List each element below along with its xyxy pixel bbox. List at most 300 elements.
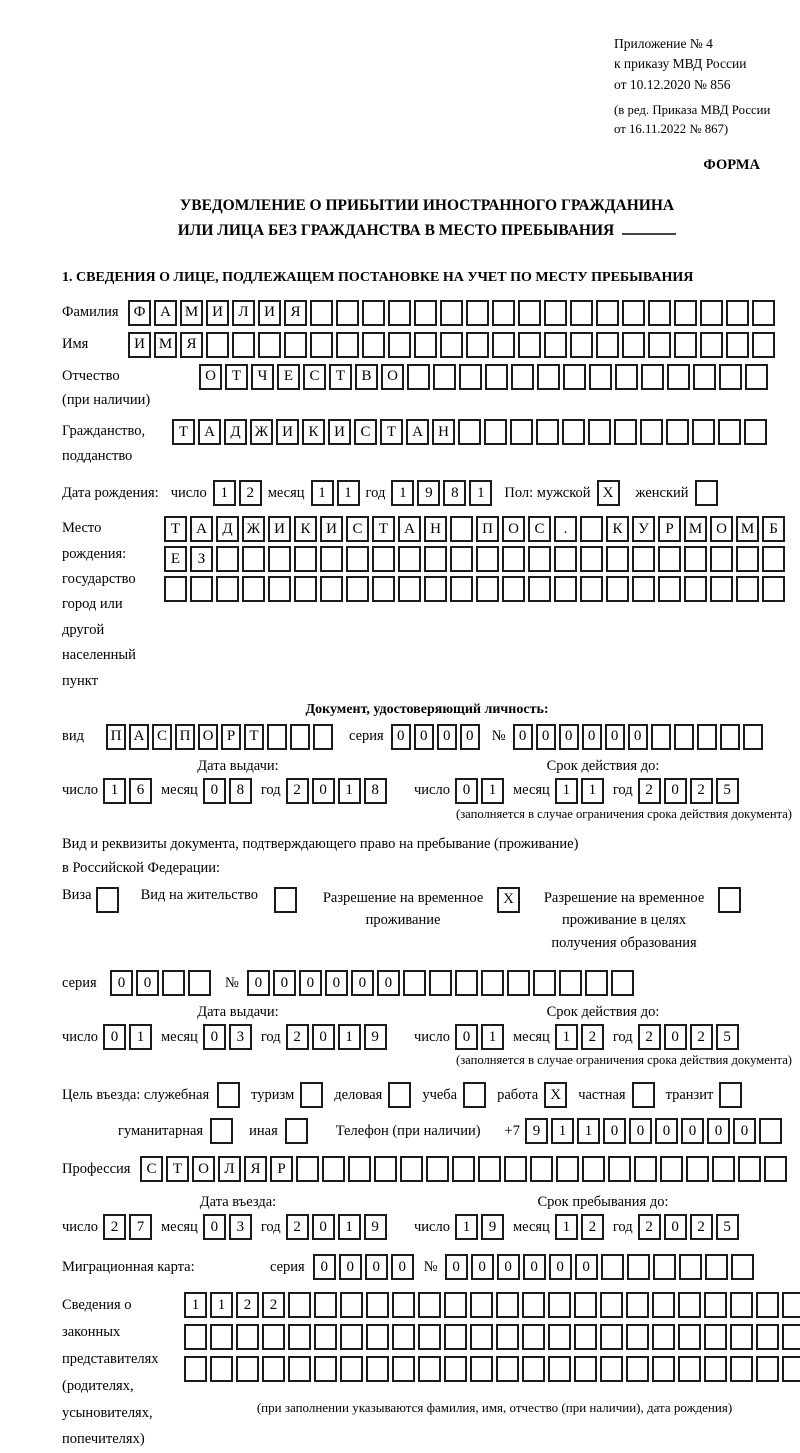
form-cell[interactable] xyxy=(418,1324,441,1350)
form-cell[interactable] xyxy=(336,300,359,326)
form-cell[interactable] xyxy=(400,1156,423,1182)
form-cell[interactable]: 0 xyxy=(299,970,322,996)
form-cell[interactable] xyxy=(562,419,585,445)
form-cell[interactable] xyxy=(653,1254,676,1280)
form-cell[interactable] xyxy=(548,1292,571,1318)
form-cell[interactable] xyxy=(710,576,733,602)
form-cell[interactable]: Т xyxy=(172,419,195,445)
form-cell[interactable]: 0 xyxy=(445,1254,468,1280)
form-cell[interactable] xyxy=(759,1118,782,1144)
form-cell[interactable]: 1 xyxy=(481,778,504,804)
form-cell[interactable] xyxy=(626,1324,649,1350)
form-cell[interactable]: 2 xyxy=(638,1214,661,1240)
form-cell[interactable]: 9 xyxy=(417,480,440,506)
form-cell[interactable]: О xyxy=(192,1156,215,1182)
form-cell[interactable] xyxy=(756,1292,779,1318)
form-cell[interactable] xyxy=(674,724,694,750)
form-cell[interactable] xyxy=(366,1356,389,1382)
form-cell[interactable] xyxy=(730,1292,753,1318)
form-cell[interactable]: 0 xyxy=(273,970,296,996)
form-cell[interactable]: 0 xyxy=(203,1214,226,1240)
form-cell[interactable] xyxy=(426,1156,449,1182)
form-cell[interactable]: А xyxy=(198,419,221,445)
form-cell[interactable] xyxy=(496,1292,519,1318)
form-cell[interactable] xyxy=(372,546,395,572)
form-cell[interactable] xyxy=(450,546,473,572)
form-cell[interactable]: П xyxy=(106,724,126,750)
form-cell[interactable]: 1 xyxy=(555,1024,578,1050)
form-cell[interactable] xyxy=(588,419,611,445)
form-cell[interactable] xyxy=(322,1156,345,1182)
form-cell[interactable] xyxy=(242,576,265,602)
form-cell[interactable]: Е xyxy=(164,546,187,572)
form-cell[interactable] xyxy=(563,364,586,390)
form-cell[interactable] xyxy=(284,332,307,358)
form-cell[interactable]: 3 xyxy=(229,1024,252,1050)
form-cell[interactable]: 1 xyxy=(338,1214,361,1240)
form-cell[interactable] xyxy=(294,546,317,572)
form-cell[interactable] xyxy=(782,1356,800,1382)
form-cell[interactable]: 1 xyxy=(338,778,361,804)
form-cell[interactable] xyxy=(718,887,741,913)
form-cell[interactable] xyxy=(522,1292,545,1318)
form-cell[interactable] xyxy=(162,970,185,996)
form-cell[interactable] xyxy=(242,546,265,572)
form-cell[interactable]: А xyxy=(190,516,213,542)
form-cell[interactable]: 1 xyxy=(213,480,236,506)
form-cell[interactable] xyxy=(704,1356,727,1382)
form-cell[interactable] xyxy=(362,300,385,326)
form-cell[interactable] xyxy=(450,516,473,542)
form-cell[interactable]: Л xyxy=(218,1156,241,1182)
form-cell[interactable] xyxy=(679,1254,702,1280)
form-cell[interactable]: И xyxy=(128,332,151,358)
form-cell[interactable] xyxy=(692,419,715,445)
form-cell[interactable] xyxy=(626,1356,649,1382)
form-cell[interactable]: 0 xyxy=(582,724,602,750)
form-cell[interactable]: 8 xyxy=(443,480,466,506)
form-cell[interactable]: Т xyxy=(225,364,248,390)
form-cell[interactable]: 0 xyxy=(247,970,270,996)
form-cell[interactable] xyxy=(232,332,255,358)
form-cell[interactable] xyxy=(554,546,577,572)
form-cell[interactable] xyxy=(340,1292,363,1318)
form-cell[interactable] xyxy=(210,1356,233,1382)
form-cell[interactable]: X xyxy=(497,887,520,913)
form-cell[interactable]: И xyxy=(268,516,291,542)
form-cell[interactable]: 0 xyxy=(312,1024,335,1050)
form-cell[interactable] xyxy=(736,576,759,602)
form-cell[interactable]: 0 xyxy=(312,778,335,804)
form-cell[interactable] xyxy=(580,516,603,542)
form-cell[interactable]: И xyxy=(276,419,299,445)
form-cell[interactable] xyxy=(705,1254,728,1280)
form-cell[interactable] xyxy=(756,1324,779,1350)
form-cell[interactable]: 2 xyxy=(581,1214,604,1240)
form-cell[interactable] xyxy=(407,364,430,390)
form-cell[interactable] xyxy=(492,300,515,326)
form-cell[interactable]: 0 xyxy=(136,970,159,996)
form-cell[interactable] xyxy=(652,1324,675,1350)
form-cell[interactable] xyxy=(596,332,619,358)
form-cell[interactable]: 1 xyxy=(555,1214,578,1240)
form-cell[interactable]: 2 xyxy=(239,480,262,506)
form-cell[interactable] xyxy=(530,1156,553,1182)
form-cell[interactable] xyxy=(738,1156,761,1182)
form-cell[interactable] xyxy=(340,1324,363,1350)
form-cell[interactable] xyxy=(601,1254,624,1280)
form-cell[interactable] xyxy=(762,576,785,602)
form-cell[interactable]: 0 xyxy=(325,970,348,996)
form-cell[interactable] xyxy=(236,1324,259,1350)
form-cell[interactable] xyxy=(262,1356,285,1382)
form-cell[interactable] xyxy=(478,1156,501,1182)
form-cell[interactable] xyxy=(466,300,489,326)
form-cell[interactable]: 8 xyxy=(229,778,252,804)
form-cell[interactable]: 0 xyxy=(664,778,687,804)
form-cell[interactable] xyxy=(507,970,530,996)
form-cell[interactable]: 0 xyxy=(707,1118,730,1144)
form-cell[interactable]: 2 xyxy=(690,778,713,804)
form-cell[interactable]: Е xyxy=(277,364,300,390)
form-cell[interactable] xyxy=(611,970,634,996)
form-cell[interactable]: О xyxy=(710,516,733,542)
form-cell[interactable]: 1 xyxy=(455,1214,478,1240)
form-cell[interactable] xyxy=(452,1156,475,1182)
form-cell[interactable]: 0 xyxy=(605,724,625,750)
form-cell[interactable]: 0 xyxy=(391,724,411,750)
form-cell[interactable]: К xyxy=(294,516,317,542)
form-cell[interactable] xyxy=(582,1156,605,1182)
form-cell[interactable] xyxy=(606,576,629,602)
form-cell[interactable]: 0 xyxy=(203,778,226,804)
form-cell[interactable]: С xyxy=(140,1156,163,1182)
form-cell[interactable]: 5 xyxy=(716,1024,739,1050)
form-cell[interactable]: 5 xyxy=(716,778,739,804)
form-cell[interactable] xyxy=(600,1356,623,1382)
form-cell[interactable]: 0 xyxy=(471,1254,494,1280)
form-cell[interactable] xyxy=(686,1156,709,1182)
form-cell[interactable] xyxy=(700,332,723,358)
form-cell[interactable]: 0 xyxy=(455,1024,478,1050)
form-cell[interactable]: 0 xyxy=(497,1254,520,1280)
form-cell[interactable] xyxy=(678,1324,701,1350)
form-cell[interactable]: С xyxy=(528,516,551,542)
form-cell[interactable] xyxy=(697,724,717,750)
form-cell[interactable] xyxy=(190,576,213,602)
form-cell[interactable]: 0 xyxy=(536,724,556,750)
form-cell[interactable] xyxy=(648,300,671,326)
form-cell[interactable] xyxy=(615,364,638,390)
form-cell[interactable] xyxy=(548,1356,571,1382)
form-cell[interactable] xyxy=(366,1292,389,1318)
form-cell[interactable]: 9 xyxy=(364,1024,387,1050)
form-cell[interactable]: 9 xyxy=(525,1118,548,1144)
form-cell[interactable] xyxy=(392,1292,415,1318)
form-cell[interactable]: С xyxy=(354,419,377,445)
form-cell[interactable]: Р xyxy=(270,1156,293,1182)
form-cell[interactable]: 8 xyxy=(364,778,387,804)
form-cell[interactable] xyxy=(496,1324,519,1350)
form-cell[interactable] xyxy=(522,1324,545,1350)
form-cell[interactable]: М xyxy=(736,516,759,542)
form-cell[interactable] xyxy=(596,300,619,326)
form-cell[interactable] xyxy=(752,300,775,326)
form-cell[interactable] xyxy=(398,546,421,572)
form-cell[interactable] xyxy=(726,332,749,358)
form-cell[interactable] xyxy=(704,1324,727,1350)
form-cell[interactable] xyxy=(310,332,333,358)
form-cell[interactable]: А xyxy=(154,300,177,326)
form-cell[interactable]: 2 xyxy=(236,1292,259,1318)
form-cell[interactable] xyxy=(336,332,359,358)
form-cell[interactable]: 1 xyxy=(577,1118,600,1144)
form-cell[interactable]: Я xyxy=(284,300,307,326)
form-cell[interactable] xyxy=(414,332,437,358)
form-cell[interactable] xyxy=(660,1156,683,1182)
form-cell[interactable]: К xyxy=(606,516,629,542)
form-cell[interactable] xyxy=(667,364,690,390)
form-cell[interactable] xyxy=(424,576,447,602)
form-cell[interactable]: . xyxy=(554,516,577,542)
form-cell[interactable] xyxy=(217,1082,240,1108)
form-cell[interactable]: Б xyxy=(762,516,785,542)
form-cell[interactable]: 0 xyxy=(559,724,579,750)
form-cell[interactable] xyxy=(554,576,577,602)
form-cell[interactable] xyxy=(502,546,525,572)
form-cell[interactable] xyxy=(719,1082,742,1108)
form-cell[interactable] xyxy=(314,1292,337,1318)
form-cell[interactable] xyxy=(366,1324,389,1350)
form-cell[interactable]: М xyxy=(180,300,203,326)
form-cell[interactable] xyxy=(492,332,515,358)
form-cell[interactable] xyxy=(314,1324,337,1350)
form-cell[interactable]: 1 xyxy=(481,1024,504,1050)
form-cell[interactable] xyxy=(574,1324,597,1350)
form-cell[interactable]: О xyxy=(381,364,404,390)
form-cell[interactable] xyxy=(537,364,560,390)
form-cell[interactable] xyxy=(570,300,593,326)
form-cell[interactable] xyxy=(433,364,456,390)
form-cell[interactable] xyxy=(418,1356,441,1382)
form-cell[interactable] xyxy=(374,1156,397,1182)
form-cell[interactable] xyxy=(320,576,343,602)
form-cell[interactable]: 0 xyxy=(733,1118,756,1144)
form-cell[interactable] xyxy=(267,724,287,750)
form-cell[interactable]: М xyxy=(684,516,707,542)
form-cell[interactable]: И xyxy=(258,300,281,326)
form-cell[interactable] xyxy=(719,364,742,390)
form-cell[interactable] xyxy=(262,1324,285,1350)
form-cell[interactable]: 0 xyxy=(312,1214,335,1240)
form-cell[interactable] xyxy=(745,364,768,390)
form-cell[interactable]: П xyxy=(175,724,195,750)
form-cell[interactable]: 0 xyxy=(414,724,434,750)
form-cell[interactable] xyxy=(429,970,452,996)
form-cell[interactable]: 0 xyxy=(628,724,648,750)
form-cell[interactable] xyxy=(522,1356,545,1382)
form-cell[interactable]: Я xyxy=(244,1156,267,1182)
form-cell[interactable] xyxy=(268,546,291,572)
form-cell[interactable]: 0 xyxy=(365,1254,388,1280)
form-cell[interactable]: П xyxy=(476,516,499,542)
form-cell[interactable] xyxy=(622,300,645,326)
form-cell[interactable] xyxy=(403,970,426,996)
form-cell[interactable]: Н xyxy=(432,419,455,445)
form-cell[interactable] xyxy=(346,576,369,602)
form-cell[interactable] xyxy=(440,300,463,326)
form-cell[interactable] xyxy=(570,332,593,358)
form-cell[interactable]: А xyxy=(406,419,429,445)
form-cell[interactable]: 0 xyxy=(513,724,533,750)
form-cell[interactable]: З xyxy=(190,546,213,572)
form-cell[interactable] xyxy=(710,546,733,572)
form-cell[interactable] xyxy=(348,1156,371,1182)
form-cell[interactable] xyxy=(288,1292,311,1318)
form-cell[interactable] xyxy=(536,419,559,445)
form-cell[interactable]: 0 xyxy=(629,1118,652,1144)
form-cell[interactable]: 2 xyxy=(286,1214,309,1240)
form-cell[interactable] xyxy=(544,300,567,326)
form-cell[interactable] xyxy=(258,332,281,358)
form-cell[interactable]: X xyxy=(544,1082,567,1108)
form-cell[interactable] xyxy=(424,546,447,572)
form-cell[interactable]: 0 xyxy=(664,1214,687,1240)
form-cell[interactable] xyxy=(310,300,333,326)
form-cell[interactable] xyxy=(484,419,507,445)
form-cell[interactable] xyxy=(648,332,671,358)
form-cell[interactable] xyxy=(700,300,723,326)
form-cell[interactable] xyxy=(674,332,697,358)
form-cell[interactable]: 2 xyxy=(638,778,661,804)
form-cell[interactable] xyxy=(388,1082,411,1108)
form-cell[interactable] xyxy=(632,546,655,572)
form-cell[interactable] xyxy=(444,1292,467,1318)
form-cell[interactable]: О xyxy=(199,364,222,390)
form-cell[interactable] xyxy=(614,419,637,445)
form-cell[interactable]: С xyxy=(152,724,172,750)
form-cell[interactable] xyxy=(288,1356,311,1382)
form-cell[interactable] xyxy=(782,1292,800,1318)
form-cell[interactable]: И xyxy=(320,516,343,542)
form-cell[interactable]: 0 xyxy=(203,1024,226,1050)
form-cell[interactable] xyxy=(674,300,697,326)
form-cell[interactable] xyxy=(684,546,707,572)
form-cell[interactable]: Т xyxy=(164,516,187,542)
form-cell[interactable]: А xyxy=(398,516,421,542)
form-cell[interactable] xyxy=(730,1356,753,1382)
form-cell[interactable] xyxy=(458,419,481,445)
form-cell[interactable] xyxy=(640,419,663,445)
form-cell[interactable] xyxy=(314,1356,337,1382)
form-cell[interactable]: 0 xyxy=(339,1254,362,1280)
form-cell[interactable] xyxy=(658,546,681,572)
form-cell[interactable] xyxy=(216,576,239,602)
form-cell[interactable] xyxy=(544,332,567,358)
form-cell[interactable] xyxy=(574,1356,597,1382)
form-cell[interactable]: 0 xyxy=(313,1254,336,1280)
form-cell[interactable]: Н xyxy=(424,516,447,542)
form-cell[interactable]: А xyxy=(129,724,149,750)
form-cell[interactable]: 1 xyxy=(129,1024,152,1050)
form-cell[interactable] xyxy=(632,1082,655,1108)
form-cell[interactable]: 1 xyxy=(551,1118,574,1144)
form-cell[interactable] xyxy=(184,1324,207,1350)
form-cell[interactable]: 1 xyxy=(311,480,334,506)
form-cell[interactable] xyxy=(444,1324,467,1350)
form-cell[interactable] xyxy=(340,1356,363,1382)
form-cell[interactable]: 0 xyxy=(110,970,133,996)
form-cell[interactable]: М xyxy=(154,332,177,358)
form-cell[interactable] xyxy=(589,364,612,390)
form-cell[interactable] xyxy=(585,970,608,996)
form-cell[interactable] xyxy=(652,1356,675,1382)
form-cell[interactable] xyxy=(463,1082,486,1108)
form-cell[interactable]: 2 xyxy=(638,1024,661,1050)
form-cell[interactable] xyxy=(440,332,463,358)
form-cell[interactable]: 2 xyxy=(286,778,309,804)
form-cell[interactable] xyxy=(600,1292,623,1318)
form-cell[interactable] xyxy=(511,364,534,390)
form-cell[interactable] xyxy=(704,1292,727,1318)
form-cell[interactable]: 3 xyxy=(229,1214,252,1240)
form-cell[interactable]: 1 xyxy=(184,1292,207,1318)
form-cell[interactable] xyxy=(476,576,499,602)
form-cell[interactable] xyxy=(518,300,541,326)
form-cell[interactable] xyxy=(388,332,411,358)
form-cell[interactable]: Ж xyxy=(242,516,265,542)
form-cell[interactable]: Т xyxy=(372,516,395,542)
form-cell[interactable] xyxy=(684,576,707,602)
form-cell[interactable] xyxy=(756,1356,779,1382)
form-cell[interactable] xyxy=(459,364,482,390)
form-cell[interactable]: Д xyxy=(224,419,247,445)
form-cell[interactable]: С xyxy=(303,364,326,390)
form-cell[interactable] xyxy=(444,1356,467,1382)
form-cell[interactable] xyxy=(641,364,664,390)
form-cell[interactable] xyxy=(392,1324,415,1350)
form-cell[interactable]: 9 xyxy=(364,1214,387,1240)
form-cell[interactable]: 0 xyxy=(377,970,400,996)
form-cell[interactable] xyxy=(626,1292,649,1318)
form-cell[interactable] xyxy=(718,419,741,445)
form-cell[interactable] xyxy=(455,970,478,996)
form-cell[interactable]: 1 xyxy=(210,1292,233,1318)
form-cell[interactable]: 0 xyxy=(391,1254,414,1280)
form-cell[interactable] xyxy=(288,1324,311,1350)
form-cell[interactable]: 0 xyxy=(351,970,374,996)
form-cell[interactable]: 2 xyxy=(286,1024,309,1050)
form-cell[interactable]: 2 xyxy=(690,1214,713,1240)
form-cell[interactable]: Т xyxy=(166,1156,189,1182)
form-cell[interactable] xyxy=(450,576,473,602)
form-cell[interactable] xyxy=(294,576,317,602)
form-cell[interactable] xyxy=(720,724,740,750)
form-cell[interactable] xyxy=(268,576,291,602)
form-cell[interactable]: Ж xyxy=(250,419,273,445)
form-cell[interactable]: О xyxy=(502,516,525,542)
form-cell[interactable]: 0 xyxy=(460,724,480,750)
form-cell[interactable] xyxy=(502,576,525,602)
form-cell[interactable]: 0 xyxy=(681,1118,704,1144)
form-cell[interactable] xyxy=(606,546,629,572)
form-cell[interactable]: 1 xyxy=(338,1024,361,1050)
form-cell[interactable] xyxy=(485,364,508,390)
form-cell[interactable] xyxy=(388,300,411,326)
form-cell[interactable]: 2 xyxy=(103,1214,126,1240)
form-cell[interactable]: X xyxy=(597,480,620,506)
form-cell[interactable] xyxy=(470,1292,493,1318)
